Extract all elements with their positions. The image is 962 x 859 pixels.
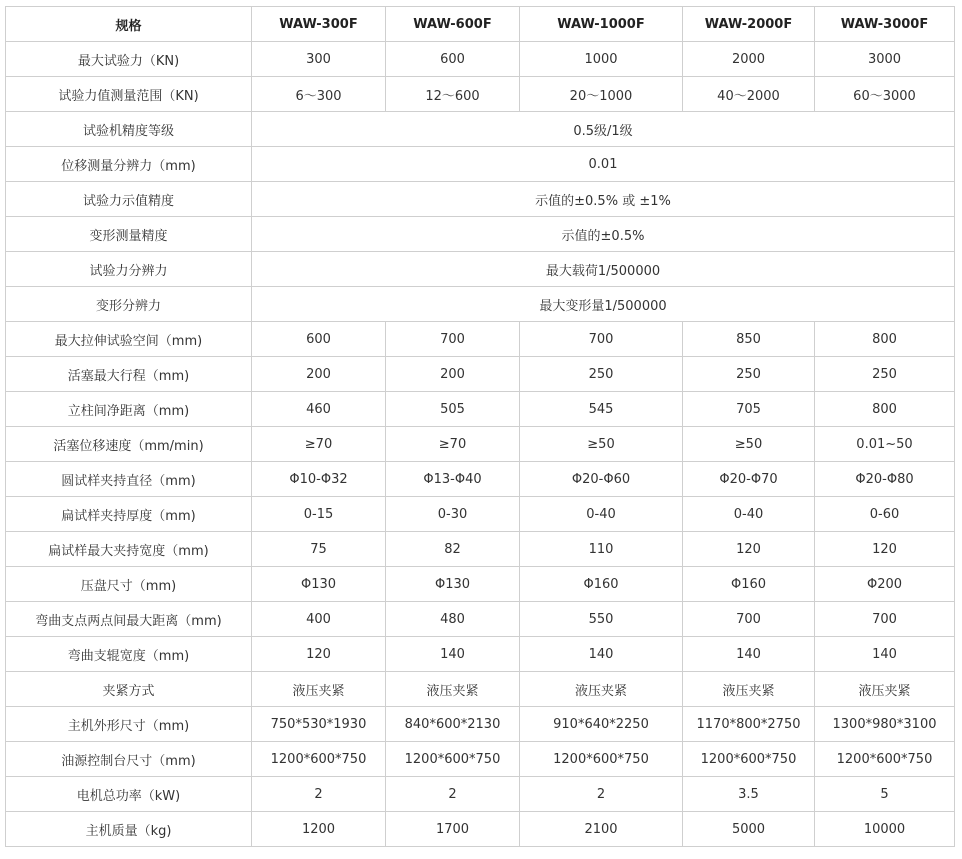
value-cell: 6～300 [252,77,386,112]
value-cell: 120 [815,532,955,567]
parameter-label: 弯曲支点两点间最大距离（mm) [6,602,252,637]
parameter-label: 位移测量分辨力（mm) [6,147,252,182]
value-cell: 1200*600*750 [683,742,815,777]
value-cell: 3.5 [683,777,815,812]
value-cell: Φ200 [815,567,955,602]
value-cell: 2000 [683,42,815,77]
table-row [6,742,955,777]
value-cell: 700 [520,322,683,357]
table-row [6,637,955,672]
value-cell: 1200*600*750 [386,742,520,777]
value-cell: 液压夹紧 [520,672,683,707]
value-cell: 705 [683,392,815,427]
value-cell: 200 [252,357,386,392]
model-header: WAW-1000F [520,7,683,42]
value-cell: 700 [683,602,815,637]
spec-table [5,6,955,847]
merged-value-cell: 示值的±0.5% 或 ±1% [252,182,955,217]
table-row [6,462,955,497]
value-cell: 0-40 [520,497,683,532]
parameter-label: 扁试样夹持厚度（mm) [6,497,252,532]
value-cell: 250 [520,357,683,392]
parameter-label: 圆试样夹持直径（mm) [6,462,252,497]
value-cell: 140 [683,637,815,672]
parameter-label: 油源控制台尺寸（mm) [6,742,252,777]
value-cell: 1170*800*2750 [683,707,815,742]
value-cell: 850 [683,322,815,357]
value-cell: ≥70 [386,427,520,462]
value-cell: 200 [386,357,520,392]
value-cell: 505 [386,392,520,427]
value-cell: 250 [683,357,815,392]
value-cell: 140 [386,637,520,672]
value-cell: 2100 [520,812,683,847]
value-cell: 液压夹紧 [683,672,815,707]
parameter-label: 压盘尺寸（mm) [6,567,252,602]
table-row [6,392,955,427]
table-row [6,252,955,287]
table-row [6,567,955,602]
table-row [6,672,955,707]
value-cell: 300 [252,42,386,77]
value-cell: 120 [683,532,815,567]
parameter-label: 夹紧方式 [6,672,252,707]
table-body [6,42,955,847]
value-cell: 75 [252,532,386,567]
parameter-label: 试验力分辨力 [6,252,252,287]
value-cell: 0-15 [252,497,386,532]
value-cell: 0.01~50 [815,427,955,462]
table-row [6,357,955,392]
table-row [6,497,955,532]
model-header: WAW-600F [386,7,520,42]
value-cell: 2 [386,777,520,812]
value-cell: 0-60 [815,497,955,532]
table-row [6,147,955,182]
value-cell: 1200 [252,812,386,847]
value-cell: 545 [520,392,683,427]
parameter-label: 扁试样最大夹持宽度（mm) [6,532,252,567]
value-cell: 2 [520,777,683,812]
value-cell: ≥50 [520,427,683,462]
value-cell: 1200*600*750 [815,742,955,777]
value-cell: 400 [252,602,386,637]
parameter-label: 最大试验力（KN) [6,42,252,77]
table-header-row [6,7,955,42]
value-cell: 0-30 [386,497,520,532]
table-row [6,777,955,812]
value-cell: 250 [815,357,955,392]
parameter-label: 活塞位移速度（mm/min) [6,427,252,462]
value-cell: Φ10-Φ32 [252,462,386,497]
value-cell: 1200*600*750 [252,742,386,777]
value-cell: 700 [815,602,955,637]
merged-value-cell: 最大变形量1/500000 [252,287,955,322]
model-header: WAW-2000F [683,7,815,42]
value-cell: 600 [252,322,386,357]
parameter-label: 弯曲支辊宽度（mm) [6,637,252,672]
value-cell: 800 [815,322,955,357]
value-cell: Φ20-Φ60 [520,462,683,497]
value-cell: 12～600 [386,77,520,112]
table-row [6,707,955,742]
spec-column-header: 规格 [6,7,252,42]
table-row [6,602,955,637]
value-cell: 10000 [815,812,955,847]
value-cell: ≥50 [683,427,815,462]
table-row [6,42,955,77]
value-cell: 3000 [815,42,955,77]
value-cell: 600 [386,42,520,77]
parameter-label: 活塞最大行程（mm) [6,357,252,392]
table-row [6,812,955,847]
value-cell: 60～3000 [815,77,955,112]
value-cell: Φ130 [252,567,386,602]
value-cell: 1200*600*750 [520,742,683,777]
value-cell: 5 [815,777,955,812]
merged-value-cell: 示值的±0.5% [252,217,955,252]
table-row [6,182,955,217]
value-cell: 110 [520,532,683,567]
value-cell: 550 [520,602,683,637]
value-cell: 140 [520,637,683,672]
value-cell: Φ20-Φ70 [683,462,815,497]
table-row [6,77,955,112]
parameter-label: 主机外形尺寸（mm) [6,707,252,742]
table-row [6,112,955,147]
value-cell: 液压夹紧 [252,672,386,707]
parameter-label: 最大拉伸试验空间（mm) [6,322,252,357]
parameter-label: 变形测量精度 [6,217,252,252]
value-cell: Φ130 [386,567,520,602]
value-cell: 40～2000 [683,77,815,112]
value-cell: Φ13-Φ40 [386,462,520,497]
parameter-label: 立柱间净距离（mm) [6,392,252,427]
value-cell: 1000 [520,42,683,77]
table-row [6,532,955,567]
value-cell: Φ160 [683,567,815,602]
parameter-label: 试验力值测量范围（KN) [6,77,252,112]
value-cell: Φ160 [520,567,683,602]
value-cell: 910*640*2250 [520,707,683,742]
value-cell: 2 [252,777,386,812]
value-cell: 20～1000 [520,77,683,112]
value-cell: 1300*980*3100 [815,707,955,742]
parameter-label: 主机质量（kg) [6,812,252,847]
parameter-label: 电机总功率（kW) [6,777,252,812]
table-row [6,287,955,322]
value-cell: 液压夹紧 [386,672,520,707]
table-row [6,427,955,462]
value-cell: 液压夹紧 [815,672,955,707]
value-cell: 840*600*2130 [386,707,520,742]
value-cell: 82 [386,532,520,567]
value-cell: 1700 [386,812,520,847]
value-cell: 700 [386,322,520,357]
merged-value-cell: 0.5级/1级 [252,112,955,147]
parameter-label: 试验力示值精度 [6,182,252,217]
parameter-label: 变形分辨力 [6,287,252,322]
model-header: WAW-300F [252,7,386,42]
value-cell: 5000 [683,812,815,847]
merged-value-cell: 最大载荷1/500000 [252,252,955,287]
parameter-label: 试验机精度等级 [6,112,252,147]
value-cell: Φ20-Φ80 [815,462,955,497]
value-cell: 0-40 [683,497,815,532]
value-cell: 140 [815,637,955,672]
value-cell: 480 [386,602,520,637]
value-cell: 460 [252,392,386,427]
table-row [6,217,955,252]
table-row [6,322,955,357]
value-cell: 750*530*1930 [252,707,386,742]
model-header: WAW-3000F [815,7,955,42]
merged-value-cell: 0.01 [252,147,955,182]
value-cell: 120 [252,637,386,672]
value-cell: 800 [815,392,955,427]
value-cell: ≥70 [252,427,386,462]
